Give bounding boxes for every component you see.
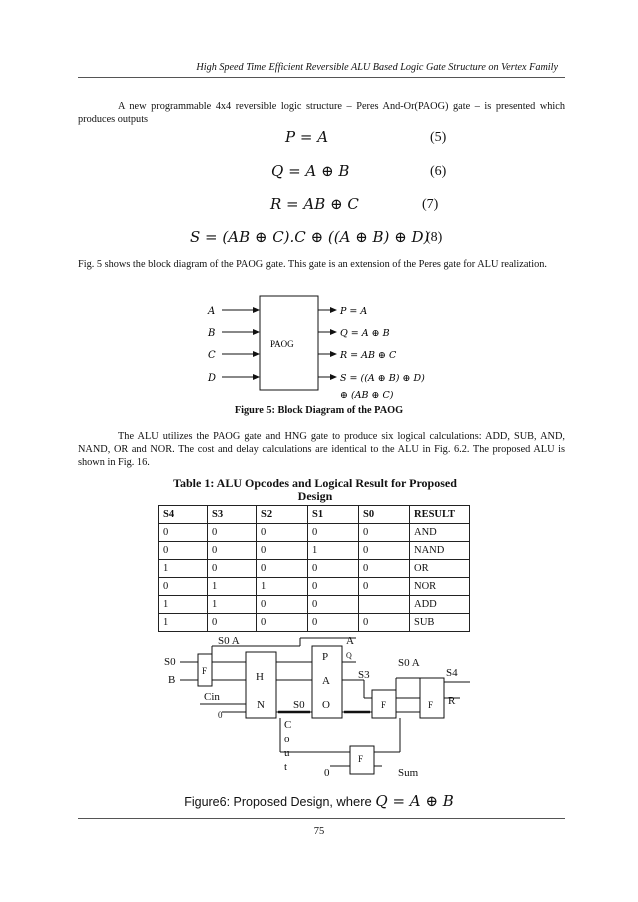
fig6-f2-label: F xyxy=(381,700,387,710)
fig6-s0a-label-1: S0 A xyxy=(218,635,240,647)
figure6-caption-prefix: Figure6: Proposed Design, xyxy=(184,795,337,809)
equation-6-number: (6) xyxy=(430,164,447,179)
fig6-p-label: P xyxy=(322,651,329,663)
fig5-paragraph: Fig. 5 shows the block diagram of the PAOG gate. This gate is an extension of the Peres gate for ALU realization. xyxy=(78,259,547,270)
table-header-row xyxy=(159,506,470,524)
table-cell: 0 xyxy=(308,614,359,632)
output-r-label: R = AB ⊕ C xyxy=(340,350,397,361)
col-s4: S4 xyxy=(159,506,208,524)
footer-rule xyxy=(78,818,565,819)
table-cell: 0 xyxy=(257,596,308,614)
table-cell: 1 xyxy=(208,578,257,596)
fig6-sum-label: Sum xyxy=(398,767,419,779)
col-s0: S0 xyxy=(359,506,410,524)
page-number: 75 xyxy=(313,826,325,837)
fig6-s0-mid: S0 xyxy=(293,699,305,711)
table-cell xyxy=(359,596,410,614)
header-rule xyxy=(78,77,565,78)
table-cell: 1 xyxy=(159,560,208,578)
table1-caption xyxy=(150,477,480,503)
table-cell: 0 xyxy=(159,524,208,542)
output-p-label: P = A xyxy=(340,306,368,317)
fig6-zero-2: 0 xyxy=(324,767,330,779)
equation-7-number: (7) xyxy=(422,197,439,212)
table-cell-result: SUB xyxy=(410,614,470,632)
table-cell: 0 xyxy=(308,524,359,542)
table-cell-result: OR xyxy=(410,560,470,578)
fig6-zero-1: 0 xyxy=(218,710,223,720)
table-cell: 0 xyxy=(359,560,410,578)
table-row xyxy=(159,560,470,578)
output-q-label: Q = A ⊕ B xyxy=(340,328,390,339)
table-cell: 0 xyxy=(308,578,359,596)
table-cell: 0 xyxy=(359,542,410,560)
figure6-diagram xyxy=(160,632,480,782)
table-cell: 0 xyxy=(208,524,257,542)
fig6-f1-label: F xyxy=(202,666,208,676)
equation-8: S = (AB ⊕ C).C ⊕ ((A ⊕ B) ⊕ D) xyxy=(190,228,430,246)
table-cell: 0 xyxy=(359,578,410,596)
fig6-a-top: A xyxy=(346,635,354,647)
input-d-label: D xyxy=(208,373,217,384)
paog-block-label: PAOG xyxy=(270,339,294,349)
table-cell: 0 xyxy=(257,542,308,560)
table-cell-result: AND xyxy=(410,524,470,542)
table-row xyxy=(159,524,470,542)
fig6-s4-label: S4 xyxy=(446,667,458,679)
table-row xyxy=(159,596,470,614)
equation-6: Q = A ⊕ B xyxy=(271,162,350,180)
fig6-u-label: u xyxy=(284,747,290,759)
figure6-caption-where: where xyxy=(336,794,376,809)
table-cell-result: NAND xyxy=(410,542,470,560)
table-row xyxy=(159,578,470,596)
col-s2: S2 xyxy=(257,506,308,524)
table-cell: 0 xyxy=(208,614,257,632)
table1-caption-line1: Table 1: ALU Opcodes and Logical Result for Proposed xyxy=(173,476,457,490)
fig6-h-label: H xyxy=(256,671,264,683)
figure6-caption-math: Q = A ⊕ B xyxy=(375,792,454,810)
fig6-f3-label: F xyxy=(428,700,434,710)
alu-text: The ALU utilizes the PAOG gate and HNG gate to produce six logical calculations: ADD, SUB, AND, NAND, OR and NOR. The cost and delay calculations are identical to the ALU in Fig. 6.2. The proposed ALU is shown in Fig. 16. xyxy=(78,431,565,468)
running-header: High Speed Time Efficient Reversible ALU Based Logic Gate Structure on Vertex Family xyxy=(196,62,558,73)
alu-paragraph xyxy=(78,430,565,469)
input-b-label: B xyxy=(208,328,216,339)
fig6-o-label: O xyxy=(322,699,330,711)
table-cell: 0 xyxy=(159,578,208,596)
fig6-r-label: R xyxy=(448,695,456,707)
table-cell: 0 xyxy=(257,524,308,542)
output-s-label-cont: ⊕ (AB ⊕ C) xyxy=(340,390,394,401)
fig6-t-label: t xyxy=(284,761,288,773)
fig6-n-label: N xyxy=(257,699,265,711)
fig6-b-input: B xyxy=(168,674,176,686)
fig6-a-gate-label: A xyxy=(322,675,330,687)
fig6-s0-input: S0 xyxy=(164,656,176,668)
intro-text: A new programmable 4x4 reversible logic structure – Peres And-Or(PAOG) gate – is presented which produces outputs xyxy=(78,101,565,125)
output-s-label: S = ((A ⊕ B) ⊕ D) xyxy=(340,373,425,384)
fig6-cin-label: Cin xyxy=(204,691,220,703)
table-cell: 1 xyxy=(308,542,359,560)
figure5-caption: Figure 5: Block Diagram of the PAOG xyxy=(234,405,404,416)
table-cell: 0 xyxy=(159,542,208,560)
table-cell-result: ADD xyxy=(410,596,470,614)
table-row xyxy=(159,542,470,560)
table-cell: 1 xyxy=(208,596,257,614)
equation-8-number: (8) xyxy=(426,230,443,245)
table-cell: 0 xyxy=(308,560,359,578)
col-s1: S1 xyxy=(308,506,359,524)
col-result: RESULT xyxy=(410,506,470,524)
figure6-caption xyxy=(0,792,638,811)
fig6-q-top: Q xyxy=(346,651,352,660)
f3-gate xyxy=(420,678,444,718)
intro-paragraph xyxy=(78,100,565,126)
fig6-c-label: C xyxy=(284,719,292,731)
table-cell: 0 xyxy=(359,524,410,542)
table-cell: 0 xyxy=(308,596,359,614)
figure5-diagram xyxy=(200,292,440,404)
input-c-label: C xyxy=(208,350,216,361)
fig6-s3-label: S3 xyxy=(358,669,370,681)
equation-7: R = AB ⊕ C xyxy=(270,195,359,213)
fig6-s0a-label-2: S0 A xyxy=(398,657,420,669)
table-cell: 1 xyxy=(257,578,308,596)
input-a-label: A xyxy=(208,306,216,317)
table-cell: 0 xyxy=(257,614,308,632)
table-cell-result: NOR xyxy=(410,578,470,596)
col-s3: S3 xyxy=(208,506,257,524)
table-cell: 1 xyxy=(159,614,208,632)
equation-5-number: (5) xyxy=(430,130,447,145)
fig6-o2-label: o xyxy=(284,733,290,745)
table-cell: 1 xyxy=(159,596,208,614)
table1-caption-line2: Design xyxy=(297,489,333,503)
table-cell: 0 xyxy=(257,560,308,578)
equation-5: P = A xyxy=(285,128,329,146)
table-cell: 0 xyxy=(359,614,410,632)
opcode-table xyxy=(158,505,470,632)
table-row xyxy=(159,614,470,632)
table-cell: 0 xyxy=(208,560,257,578)
fig6-f4-label: F xyxy=(358,754,364,764)
table-cell: 0 xyxy=(208,542,257,560)
